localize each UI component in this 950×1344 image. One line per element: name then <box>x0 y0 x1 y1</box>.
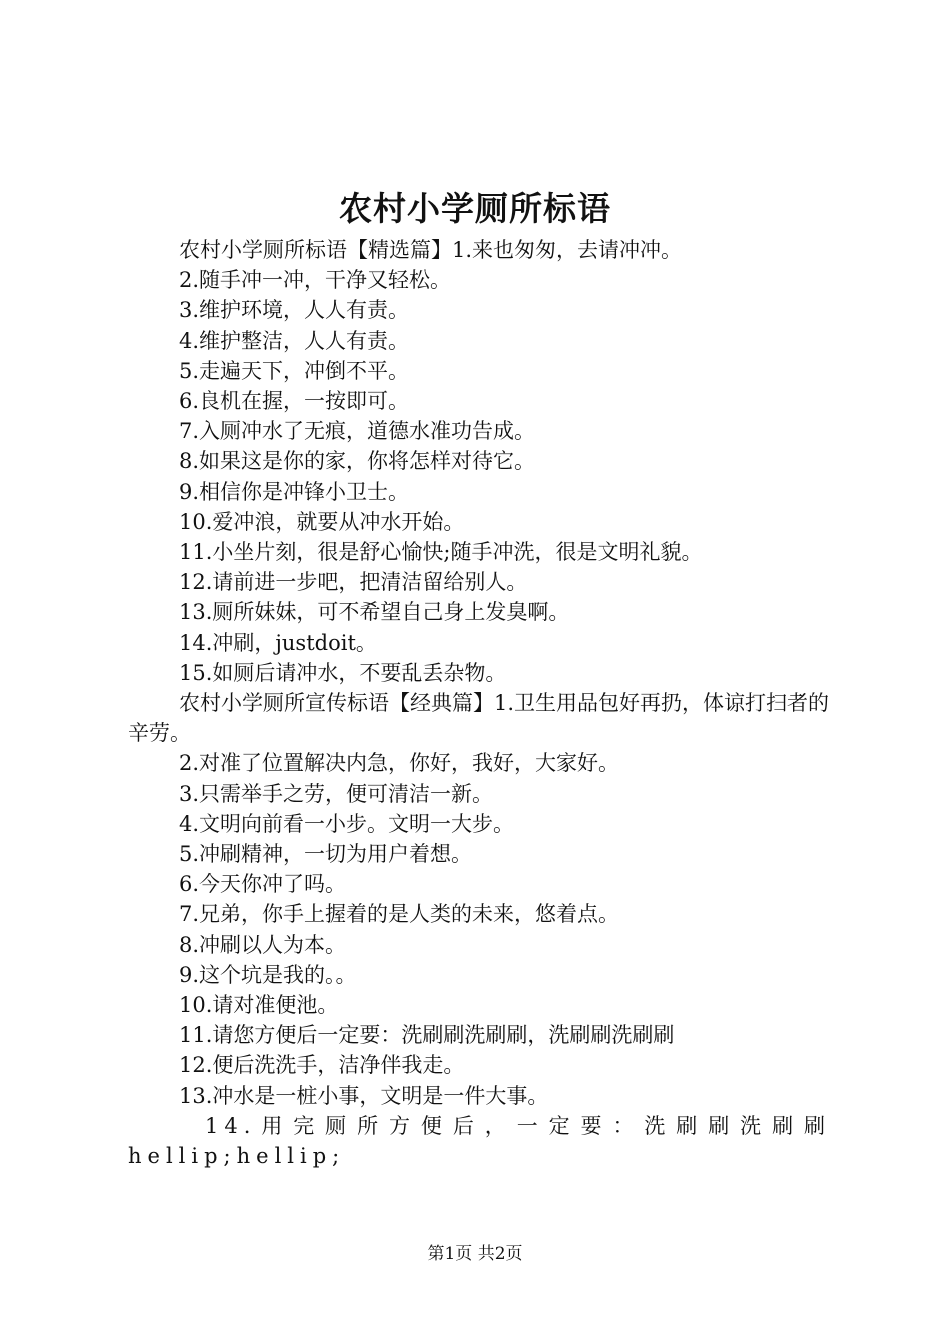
text-line: 11.小坐片刻，很是舒心愉快;随手冲洗，很是文明礼貌。 <box>179 540 703 565</box>
text-line: 3.只需举手之劳，便可清洁一新。 <box>179 781 494 806</box>
text-line: 9.相信你是冲锋小卫士。 <box>179 479 410 504</box>
text-line: 11.请您方便后一定要：洗刷刷洗刷刷，洗刷刷洗刷刷 <box>179 1023 675 1048</box>
text-line: 13.冲水是一桩小事，文明是一件大事。 <box>179 1083 549 1108</box>
text-line: 8.如果这是你的家，你将怎样对待它。 <box>179 449 536 474</box>
page-footer: 第1页 共2页 <box>427 1244 523 1264</box>
text-line: 4.文明向前看一小步。文明一大步。 <box>179 811 515 836</box>
text-line: 6.今天你冲了吗。 <box>179 872 347 897</box>
document-title: 农村小学厕所标语 <box>339 189 611 228</box>
text-line: 农村小学厕所标语【精选篇】1.来也匆匆，去请冲冲。 <box>179 238 683 262</box>
text-line: 12.便后洗洗手，洁净伴我走。 <box>179 1053 465 1078</box>
document-body <box>128 235 831 1171</box>
text-line: 3.维护环境，人人有责。 <box>179 298 410 323</box>
text-line: 农村小学厕所宣传标语【经典篇】1.卫生用品包好再扔，体谅打扫者的辛劳。 <box>128 691 830 746</box>
text-line: 7.入厕冲水了无痕，道德水准功告成。 <box>179 419 536 444</box>
text-line: 7.兄弟，你手上握着的是人类的未来，悠着点。 <box>179 902 620 927</box>
text-line: 10.请对准便池。 <box>179 993 339 1018</box>
text-line: 12.请前进一步吧，把清洁留给别人。 <box>179 570 528 595</box>
text-line: 9.这个坑是我的。。 <box>179 962 357 987</box>
text-line: 2.随手冲一冲，干净又轻松。 <box>179 268 452 293</box>
text-line: 2.对准了位置解决内急，你好，我好，大家好。 <box>179 751 620 776</box>
text-line: 13.厕所妹妹，可不希望自己身上发臭啊。 <box>179 600 570 625</box>
text-line: 14.用完厕所方便后，一定要：洗刷刷洗刷刷hellip;hellip; <box>128 1113 831 1169</box>
text-line: 10.爱冲浪，就要从冲水开始。 <box>179 509 465 534</box>
text-line: 4.维护整洁，人人有责。 <box>179 328 410 353</box>
text-line: 14.冲刷，justdoit。 <box>179 630 377 655</box>
text-line: 6.良机在握，一按即可。 <box>179 389 410 414</box>
text-line: 15.如厕后请冲水，不要乱丢杂物。 <box>179 660 507 685</box>
text-line: 8.冲刷以人为本。 <box>179 932 347 957</box>
text-line: 5.冲刷精神，一切为用户着想。 <box>179 842 473 867</box>
text-line: 5.走遍天下，冲倒不平。 <box>179 358 410 383</box>
